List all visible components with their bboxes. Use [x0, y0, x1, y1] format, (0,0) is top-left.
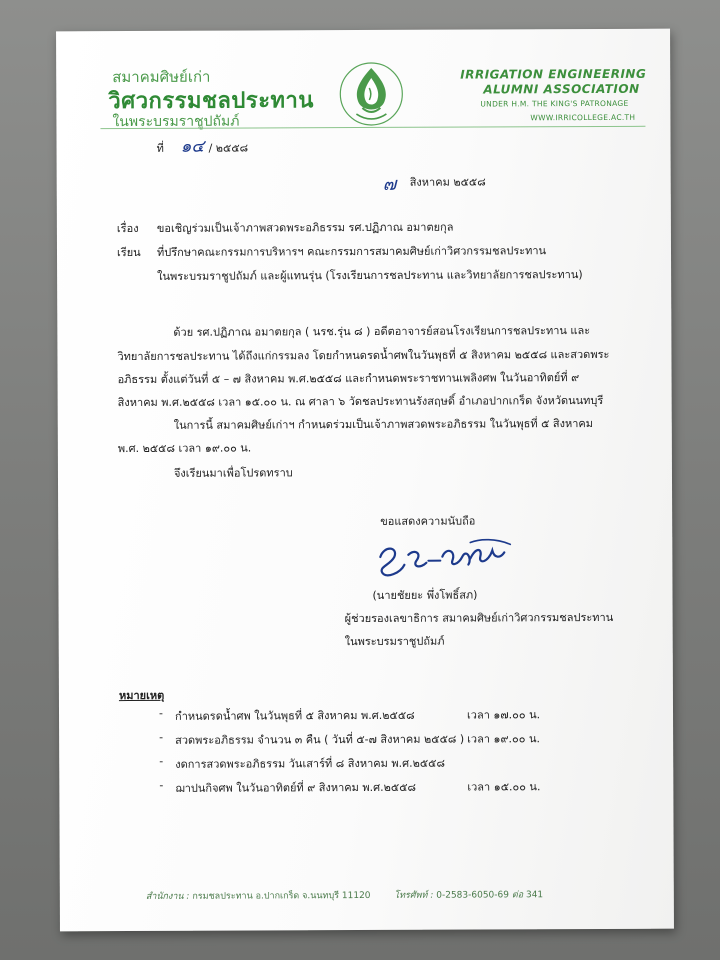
recipient-line2: ในพระบรมราชูปถัมภ์ และผู้แทนรุ่น (โรงเรียนการชลประทาน และวิทยาลัยการชลประทาน) — [157, 268, 583, 283]
body-paragraph1-line4: สิงหาคม พ.ศ.๒๕๕๘ เวลา ๑๕.๐๐ น. ณ ศาลา ๖ วัดชลประทานรังสฤษดิ์ อำเภอปากเกร็ด จังหวัดนนทบุรี — [117, 393, 604, 410]
notes-item-dash: - — [159, 754, 164, 768]
recipient-label: เรียน — [116, 245, 141, 260]
subject-text: ขอเชิญร่วมเป็นเจ้าภาพสวดพระอภิธรรม รศ.ปฏิภาณ อมาตยกุล — [156, 220, 454, 235]
reference-year: / ๒๕๕๘ — [208, 141, 249, 155]
footer-ext: 341 — [525, 890, 544, 901]
notes-heading: หมายเหตุ — [118, 688, 165, 703]
notes-item-dash: - — [159, 778, 164, 792]
reference-label: ที่ — [156, 141, 164, 155]
org-name-thai-line2: วิศวกรรมชลประทาน — [108, 88, 314, 115]
handwritten-signature-icon — [370, 534, 520, 583]
body-closing: จึงเรียนมาเพื่อโปรดทราบ — [173, 466, 293, 480]
date-month-year: สิงหาคม ๒๕๕๘ — [409, 175, 486, 189]
footer — [146, 887, 543, 903]
footer-phone: 0-2583-6050-69 — [436, 890, 509, 901]
org-patronage-line: UNDER H.M. THE KING'S PATRONAGE — [480, 98, 629, 109]
notes-item-text: งดการสวดพระอภิธรรม วันเสาร์ที่ ๘ สิงหาคม พ.ศ.๒๕๕๘ — [175, 756, 445, 771]
notes-item-text: ฌาปนกิจศพ ในวันอาทิตย์ที่ ๙ สิงหาคม พ.ศ.๒๕๕๘ — [175, 780, 417, 795]
org-name-english-line2: ALUMNI ASSOCIATION — [483, 81, 640, 97]
subject-label: เรื่อง — [116, 221, 139, 236]
notes-item-text: กำหนดรดน้ำศพ ในวันพุธที่ ๕ สิงหาคม พ.ศ.๒๕๕๘ — [175, 708, 415, 723]
body-paragraph2-line1: ในการนี้ สมาคมศิษย์เก่าฯ กำหนดร่วมเป็นเจ้าภาพสวดพระอภิธรรม ในวันพุธที่ ๕ สิงหาคม — [173, 417, 594, 432]
org-name-thai-line1: สมาคมศิษย์เก่า — [112, 67, 211, 87]
body-paragraph1-line1: ด้วย รศ.ปฏิภาณ อมาตยกุล ( นรช.รุ่น ๘ ) อดีตอาจารย์สอนโรงเรียนการชลประทาน และ — [173, 324, 591, 339]
notes-item-text: สวดพระอภิธรรม จำนวน ๓ คืน ( วันที่ ๕-๗ สิงหาคม ๒๕๕๘ ) — [175, 732, 465, 747]
letter-page — [56, 29, 674, 932]
footer-phone-label: โทรศัพท์ : — [394, 890, 434, 901]
org-website: WWW.IRRICOLLEGE.AC.TH — [530, 112, 636, 123]
footer-office-address: กรมชลประทาน อ.ปากเกร็ด จ.นนทบุรี 11120 — [192, 890, 371, 902]
body-paragraph2-line2: พ.ศ. ๒๕๕๘ เวลา ๑๙.๐๐ น. — [117, 441, 252, 456]
body-paragraph1-line2: วิทยาลัยการชลประทาน ได้ถึงแก่กรรมลง โดยกำหนดรดน้ำศพในวันพุธที่ ๕ สิงหาคม ๒๕๕๘ และสวดพระ — [117, 347, 610, 364]
notes-item-time: เวลา ๑๕.๐๐ น. — [467, 780, 541, 794]
footer-ext-label: ต่อ — [511, 890, 524, 901]
signer-name: (นายชัยยะ พึ่งโพธิ์สภ) — [372, 588, 478, 602]
notes-item-dash: - — [158, 706, 164, 720]
recipient-line1: ที่ปรึกษาคณะกรรมการบริหารฯ คณะกรรมการสมาคมศิษย์เก่าวิศวกรรมชลประทาน — [156, 244, 547, 259]
footer-office-label: สำนักงาน : — [145, 891, 190, 902]
notes-item-time: เวลา ๑๗.๐๐ น. — [466, 708, 541, 722]
date-day: ๗ — [382, 173, 397, 195]
body-paragraph1-line3: อภิธรรม ตั้งแต่วันที่ ๕ – ๗ สิงหาคม พ.ศ.๒๕๕๘ และกำหนดพระราชทานเพลิงศพ ในวันอาทิตย์ที่ ๙ — [117, 371, 580, 387]
signer-title-line2: ในพระบรมราชูปถัมภ์ — [344, 634, 445, 649]
notes-item-time: เวลา ๑๙.๐๐ น. — [467, 732, 540, 746]
notes-item-dash: - — [159, 730, 164, 744]
signature-salutation: ขอแสดงความนับถือ — [380, 514, 476, 528]
signer-title-line1: ผู้ช่วยรองเลขาธิการ สมาคมศิษย์เก่าวิศวกรรมชลประทาน — [344, 610, 614, 626]
naga-water-emblem-icon — [336, 58, 406, 136]
org-name-english-line1: IRRIGATION ENGINEERING — [460, 66, 647, 82]
reference-number: ๑๔ — [180, 136, 205, 157]
org-name-thai-line3: ในพระบรมราชูปถัมภ์ — [112, 113, 240, 131]
